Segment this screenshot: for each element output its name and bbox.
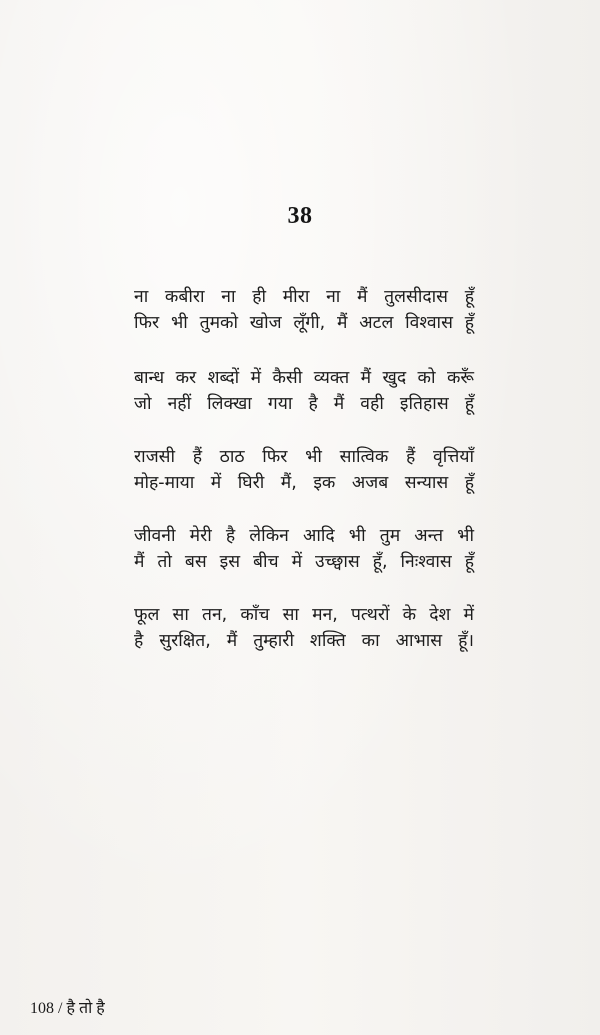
poem-line: राजसी हैं ठाठ फिर भी सात्विक हैं वृत्तियाँ: [134, 447, 474, 467]
poem-line: जीवनी मेरी है लेकिन आदि भी तुम अन्त भी: [134, 526, 474, 546]
poem-line: मैं तो बस इस बीच में उच्छ्वास हूँ, निःश्वास हूँ: [134, 552, 474, 572]
poem-line: मोह-माया में घिरी मैं, इक अजब सन्यास हूँ: [134, 473, 474, 493]
footer-separator: /: [58, 1000, 63, 1017]
poem-line: है सुरक्षित, मैं तुम्हारी शक्ति का आभास हूँ।: [134, 631, 474, 651]
poem-line: बान्ध कर शब्दों में कैसी व्यक्त मैं खुद को करूँ: [134, 368, 474, 388]
poem-line: ना कबीरा ना ही मीरा ना मैं तुलसीदास हूँ: [134, 287, 474, 307]
poem-line: जो नहीं लिक्खा गया है मैं वही इतिहास हूँ: [134, 394, 474, 414]
poem-line: फूल सा तन, काँच सा मन, पत्थरों के देश में: [134, 605, 474, 625]
stanza-4: [134, 523, 474, 575]
book-title: है तो है: [66, 1000, 105, 1017]
poem-line: फिर भी तुमको खोज लूँगी, मैं अटल विश्वास हूँ: [134, 313, 474, 333]
page-number: 108: [30, 1000, 54, 1017]
stanza-2: [134, 365, 474, 417]
poem-number: 38: [287, 203, 313, 229]
page-footer: [30, 996, 105, 1018]
stanza-1: [134, 284, 474, 336]
stanza-5: [134, 602, 474, 654]
stanza-3: [134, 444, 474, 496]
